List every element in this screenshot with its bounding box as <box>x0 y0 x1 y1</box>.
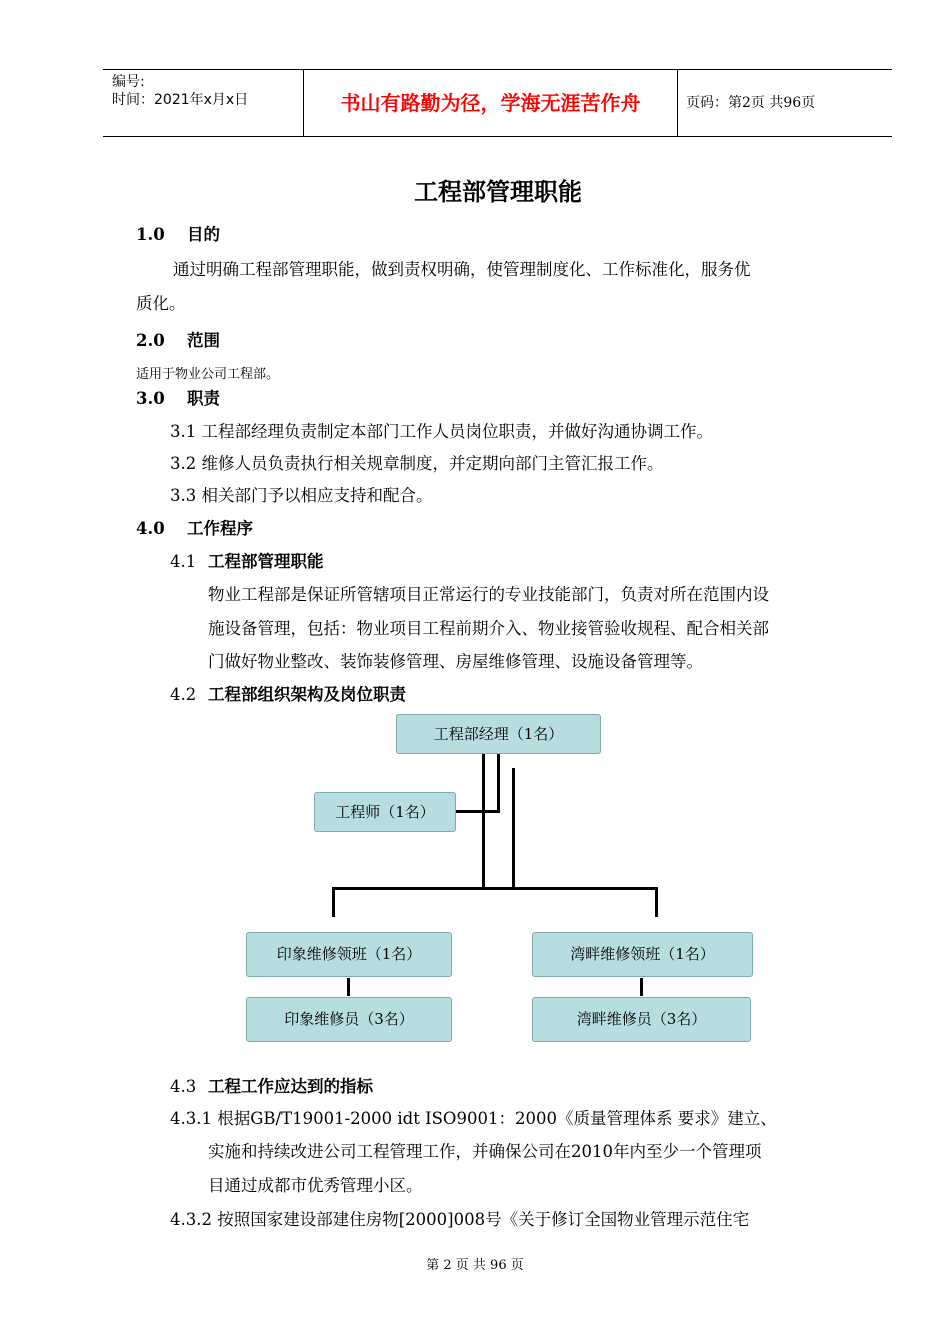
org-connector-line <box>640 978 643 996</box>
subsection-4-3-number: 4.3 <box>170 1077 197 1096</box>
section-3-item: 3.2 维修人员负责执行相关规章制度，并定期向部门主管汇报工作。 <box>170 454 664 473</box>
page-footer: 第 2 页 共 96 页 <box>426 1258 524 1273</box>
org-box-team-b-leader: 湾畔维修领班（1名） <box>532 932 753 977</box>
page-title: 工程部管理职能 <box>414 178 582 206</box>
subsection-4-2-title: 工程部组织架构及岗位职责 <box>208 685 406 704</box>
subsection-4-3-title: 工程工作应达到的指标 <box>208 1077 373 1096</box>
item-4-3-1-line: 实施和持续改进公司工程管理工作，并确保公司在2010年内至少一个管理项 <box>208 1142 762 1161</box>
org-box-team-a-staff: 印象维修员（3名） <box>246 997 452 1042</box>
subsection-4-1-number: 4.1 <box>170 552 197 571</box>
subsection-4-2-number: 4.2 <box>170 685 197 704</box>
org-connector-line <box>455 810 500 813</box>
org-connector-line <box>512 768 515 890</box>
subsection-4-1-body-line: 物业工程部是保证所管辖项目正常运行的专业技能部门，负责对所在范围内设 <box>208 585 769 604</box>
org-box-team-a-leader: 印象维修领班（1名） <box>246 932 452 977</box>
header-motto: 书山有路勤为径，学海无涯苦作舟 <box>304 70 678 136</box>
item-4-3-1-line: 目通过成都市优秀管理小区。 <box>208 1176 423 1195</box>
section-4-heading: 4.0 工作程序 <box>136 519 253 538</box>
section-3-item: 3.3 相关部门予以相应支持和配合。 <box>170 486 433 505</box>
number-label: 编号: <box>112 74 145 90</box>
subsection-4-1-body-line: 施设备管理，包括：物业项目工程前期介入、物业接管验收规程、配合相关部 <box>208 619 769 638</box>
section-2-heading: 2.0 范围 <box>136 331 220 350</box>
org-connector-line <box>482 754 485 890</box>
org-connector-line <box>655 887 658 917</box>
subsection-4-1-title: 工程部管理职能 <box>208 552 324 571</box>
org-connector-line <box>497 754 500 812</box>
org-box-engineer: 工程师（1名） <box>314 792 456 832</box>
header-meta-cell <box>103 70 304 136</box>
section-3-item: 3.1 工程部经理负责制定本部门工作人员岗位职责，并做好沟通协调工作。 <box>170 422 713 441</box>
document-header <box>103 69 892 137</box>
item-4-3-1-line: 4.3.1 根据GB/T19001-2000 idt ISO9001：2000《质量管理体系 要求》建立、 <box>170 1109 777 1128</box>
time-label: 时间：2021年x月x日 <box>112 92 249 108</box>
header-page-label: 页码：第2页 共96页 <box>686 95 816 111</box>
subsection-4-1-body-line: 门做好物业整改、装饰装修管理、房屋维修管理、设施设备管理等。 <box>208 652 703 671</box>
section-1-body-line: 通过明确工程部管理职能，做到责权明确，使管理制度化、工作标准化，服务优 <box>173 260 751 279</box>
item-4-3-2-line: 4.3.2 按照国家建设部建住房物[2000]008号《关于修订全国物业管理示范住宅 <box>170 1210 750 1229</box>
org-box-manager: 工程部经理（1名） <box>396 714 601 754</box>
org-box-team-b-staff: 湾畔维修员（3名） <box>532 997 751 1042</box>
section-2-body: 适用于物业公司工程部。 <box>136 367 280 382</box>
org-connector-line <box>332 887 658 890</box>
section-3-heading: 3.0 职责 <box>136 389 220 408</box>
section-1-body-line: 质化。 <box>136 294 186 313</box>
org-connector-line <box>347 978 350 996</box>
section-1-heading: 1.0 目的 <box>136 225 220 244</box>
org-connector-line <box>332 887 335 917</box>
